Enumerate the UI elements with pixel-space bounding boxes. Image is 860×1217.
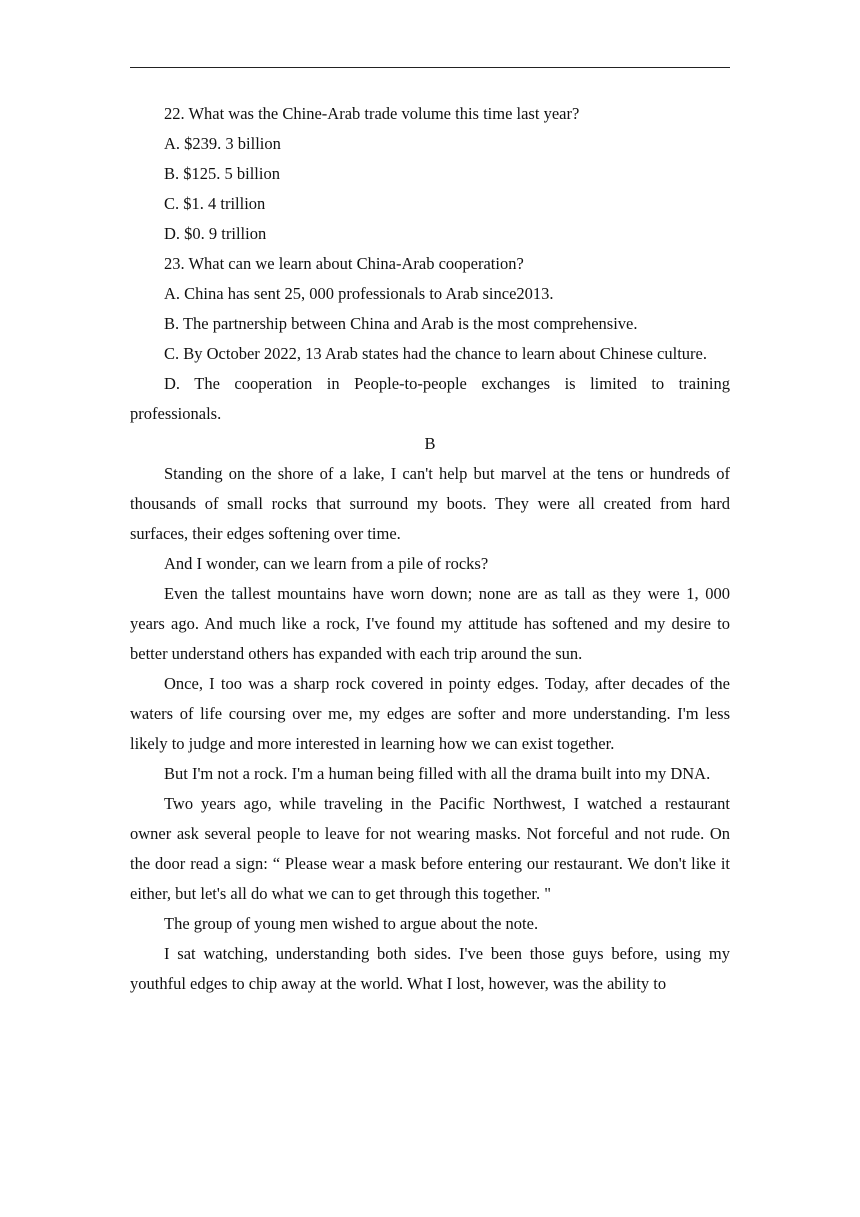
q23-option-d: D. The cooperation in People-to-people exchanges is limited to training professionals. (130, 374, 730, 423)
question-23: 23. What can we learn about China-Arab cooperation? (164, 254, 524, 273)
page-content (130, 99, 730, 999)
passage-paragraph: Once, I too was a sharp rock covered in pointy edges. Today, after decades of the waters of life coursing over me, my edges are softer and more understanding. I'm less likely to judge and more interested in learning how we can exist together. (130, 674, 730, 753)
passage-paragraph: Two years ago, while traveling in the Pacific Northwest, I watched a restaurant owner ask several people to leave for not wearing masks. Not forceful and not rude. On the door read a sign: “ Please wear a mask before entering our restaurant. We don't like it either, but let's all do what we can to get through this together. " (130, 794, 730, 903)
passage-paragraph: I sat watching, understanding both sides. I've been those guys before, using my youthful edges to chip away at the world. What I lost, however, was the ability to (130, 944, 730, 993)
passage-paragraph: And I wonder, can we learn from a pile of rocks? (164, 554, 489, 573)
q23-option-a: A. China has sent 25, 000 professionals to Arab since2013. (164, 284, 554, 303)
q23-option-b: B. The partnership between China and Arab is the most comprehensive. (164, 314, 638, 333)
q22-option-c: C. $1. 4 trillion (164, 194, 266, 213)
passage-paragraph: But I'm not a rock. I'm a human being filled with all the drama built into my DNA. (164, 764, 711, 783)
q22-option-a: A. $239. 3 billion (164, 134, 281, 153)
q23-option-c: C. By October 2022, 13 Arab states had the chance to learn about Chinese culture. (164, 344, 707, 363)
q22-option-b: B. $125. 5 billion (164, 164, 280, 183)
question-22: 22. What was the Chine-Arab trade volume this time last year? (164, 104, 580, 123)
header-rule (130, 67, 730, 68)
section-heading-b: B (424, 434, 436, 453)
passage-paragraph: Even the tallest mountains have worn down; none are as tall as they were 1, 000 years ago. And much like a rock, I've found my attitude has softened and my desire to better understand others has expanded with each trip around the sun. (130, 584, 730, 663)
passage-paragraph: The group of young men wished to argue about the note. (164, 914, 539, 933)
q22-option-d: D. $0. 9 trillion (164, 224, 267, 243)
passage-paragraph: Standing on the shore of a lake, I can't help but marvel at the tens or hundreds of thousands of small rocks that surround my boots. They were all created from hard surfaces, their edges softening over time. (130, 464, 730, 543)
